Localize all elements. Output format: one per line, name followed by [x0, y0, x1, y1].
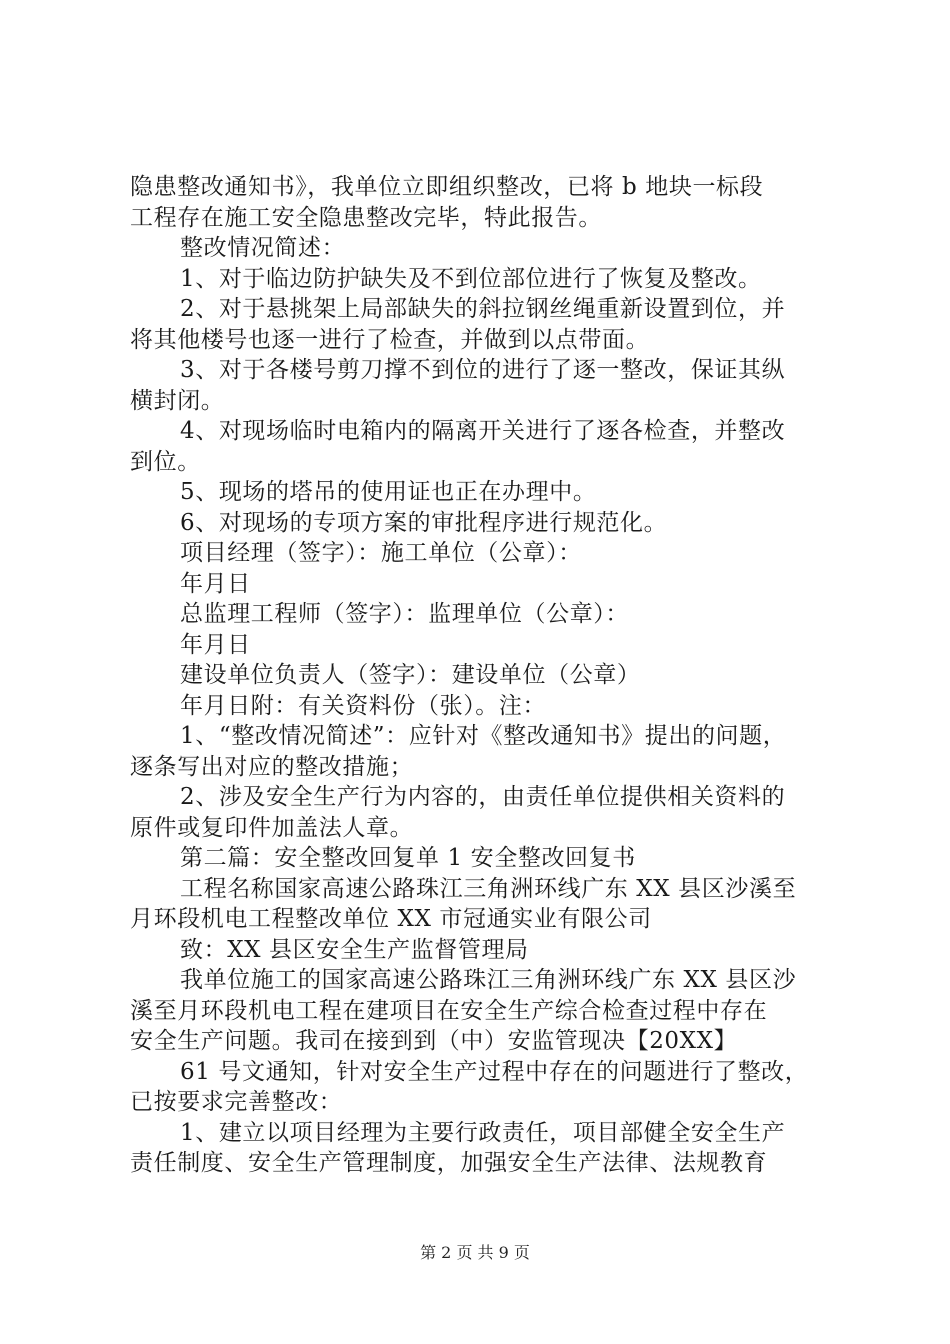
text-line: 建设单位负责人（签字）：建设单位（公章） — [180, 662, 641, 688]
text-line: 致：XX 县区安全生产监督管理局 — [180, 936, 529, 963]
text-line: 6、对现场的专项方案的审批程序进行规范化。 — [180, 509, 668, 536]
text-line: 1、建立以项目经理为主要行政责任，项目部健全安全生产 — [180, 1119, 786, 1146]
document-body — [130, 172, 830, 1179]
text-line: 4、对现场临时电箱内的隔离开关进行了逐各检查，并整改 — [180, 418, 786, 444]
text-line: 我单位施工的国家高速公路珠江三角洲环线广东 XX 县区沙 — [180, 967, 797, 993]
text-line: 1、对于临边防护缺失及不到位部位进行了恢复及整改。 — [180, 265, 762, 292]
text-line: 责任制度、安全生产管理制度，加强安全生产法律、法规教育 — [130, 1150, 768, 1176]
text-line: 溪至月环段机电工程在建项目在安全生产综合检查过程中存在 — [130, 997, 768, 1024]
text-line: 2、对于悬挑架上局部缺失的斜拉钢丝绳重新设置到位，并 — [180, 296, 786, 322]
text-line: 原件或复印件加盖法人章。 — [130, 814, 414, 841]
text-line: 整改情况简述： — [180, 235, 346, 261]
text-line: 横封闭。 — [130, 387, 225, 414]
text-line: 将其他楼号也逐一进行了检查，并做到以点带面。 — [130, 326, 650, 353]
page-footer: 第 2 页 共 9 页 — [420, 1243, 530, 1262]
text-line: 工程名称国家高速公路珠江三角洲环线广东 XX 县区沙溪至 — [180, 875, 797, 902]
text-line: 已按要求完善整改： — [130, 1089, 343, 1115]
text-line: 安全生产问题。我司在接到到（中）安监管现决【20XX】 — [130, 1028, 738, 1054]
text-line: 总监理工程师（签字）：监理单位（公章）： — [180, 601, 629, 627]
text-line: 年月日 — [180, 631, 251, 658]
text-line: 3、对于各楼号剪刀撑不到位的进行了逐一整改，保证其纵 — [180, 357, 786, 383]
text-line: 5、现场的塔吊的使用证也正在办理中。 — [180, 479, 597, 505]
text-line: 到位。 — [130, 448, 201, 475]
text-line: 年月日附：有关资料份（张）。注： — [180, 692, 547, 719]
text-line: 第二篇：安全整改回复单 1 安全整改回复书 — [180, 845, 636, 871]
text-line: 1、“整改情况简述”：应针对《整改通知书》提出的问题， — [180, 723, 787, 749]
text-line: 工程存在施工安全隐患整改完毕，特此报告。 — [130, 204, 602, 231]
text-line: 2、涉及安全生产行为内容的，由责任单位提供相关资料的 — [180, 784, 786, 810]
text-line: 逐条写出对应的整改措施； — [130, 753, 414, 780]
text-line: 月环段机电工程整改单位 XX 市冠通实业有限公司 — [130, 906, 652, 932]
text-line: 年月日 — [180, 570, 251, 597]
text-line: 61 号文通知，针对安全生产过程中存在的问题进行了整改， — [180, 1058, 809, 1085]
text-line: 项目经理（签字）：施工单位（公章）： — [180, 540, 582, 566]
text-line: 隐患整改通知书》，我单位立即组织整改，已将 b 地块一标段 — [130, 174, 764, 200]
